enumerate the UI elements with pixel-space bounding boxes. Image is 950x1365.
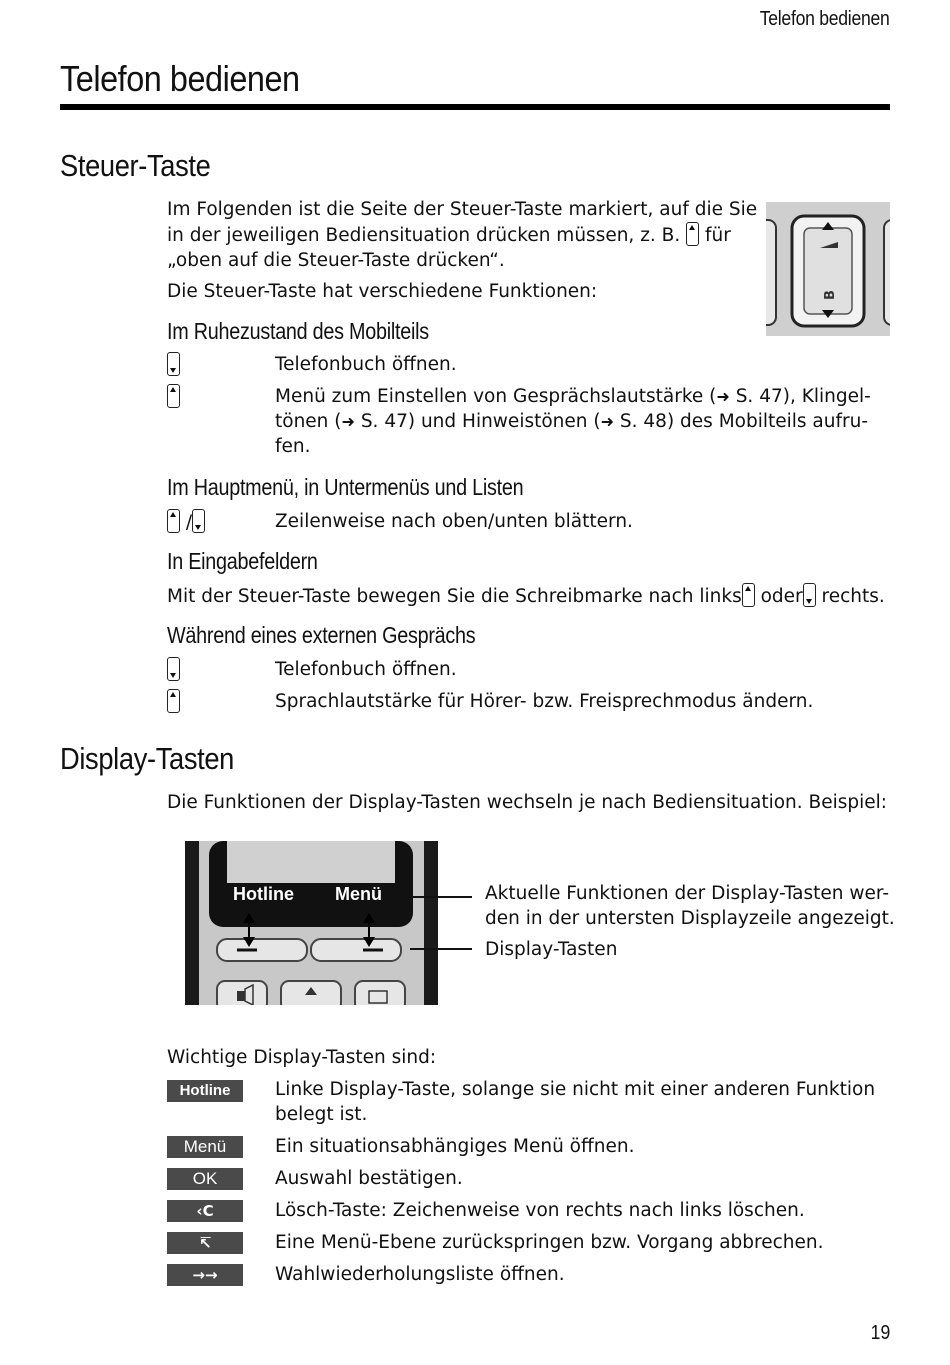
page-ref: S. 48) des Mobilteils aufru- <box>619 411 869 432</box>
arrow-right-icon: ➜ <box>716 387 730 406</box>
back-key-icon: ↸ <box>167 1232 243 1254</box>
volume-line-3: fen. <box>275 436 311 457</box>
callout-line-2: den in der untersten Displayzeile angezeigt. <box>485 908 895 929</box>
page-title: Telefon bedienen <box>60 58 300 99</box>
def-icon-up <box>167 384 180 408</box>
ok-badge: OK <box>167 1168 243 1190</box>
def-icon-down <box>167 657 180 681</box>
control-key-up-icon <box>686 222 699 246</box>
hotline-line-2: belegt ist. <box>275 1104 368 1125</box>
page-number: 19 <box>870 1322 890 1344</box>
redial-key-icon: →→ <box>167 1264 243 1286</box>
def-icon-up-down <box>167 509 205 535</box>
slash-separator: / <box>185 512 193 533</box>
intro-line-3: „oben auf die Steuer-Taste drücken“. <box>167 250 505 271</box>
cursor-text-c: rechts. <box>821 586 885 607</box>
arrow-right-icon: ➜ <box>600 412 615 431</box>
svg-text:B: B <box>823 290 838 300</box>
def-text-menu: Ein situationsabhängiges Menü öffnen. <box>275 1136 635 1157</box>
hotline-badge: Hotline <box>167 1080 243 1102</box>
def-icon-up <box>167 689 180 713</box>
badge-redial <box>167 1264 243 1286</box>
display-keys-intro: Die Funktionen der Display-Tasten wechseln je nach Bediensituation. Beispiel: <box>167 792 888 813</box>
cursor-text-b: oder <box>760 586 803 607</box>
def-text-ok: Auswahl bestätigen. <box>275 1168 463 1189</box>
def-text-hotline <box>275 1077 895 1127</box>
control-key-down-icon <box>192 509 205 533</box>
def-text-delete: Lösch-Taste: Zeichenweise von rechts nach links löschen. <box>275 1200 805 1221</box>
phone-left-softkey-label: Hotline <box>233 884 294 904</box>
callout-line-display <box>402 896 472 898</box>
intro-paragraph <box>167 197 757 273</box>
badge-ok <box>167 1168 243 1190</box>
menu-badge: Menü <box>167 1136 243 1158</box>
control-key-down-icon <box>167 657 180 681</box>
control-key-image <box>766 202 890 336</box>
delete-key-icon: ‹C <box>167 1200 243 1222</box>
callout-display-text <box>485 881 905 931</box>
volume-line-2-text: tönen ( <box>275 411 342 432</box>
control-key-right-icon <box>803 583 816 607</box>
control-key-down-icon <box>167 352 180 376</box>
def-text-scroll: Zeilenweise nach oben/unten blättern. <box>275 511 633 532</box>
page-ref: S. 47) und Hinweistönen ( <box>360 411 601 432</box>
running-head: Telefon bedienen <box>760 8 890 30</box>
page-ref: S. 47), Klingel- <box>735 386 871 407</box>
arrow-right-icon: ➜ <box>341 412 355 431</box>
control-key-up-icon <box>167 689 180 713</box>
def-text-redial: Wahlwiederholungsliste öffnen. <box>275 1264 565 1285</box>
badge-back <box>167 1232 243 1254</box>
intro-line-1: Im Folgenden ist die Seite der Steuer-Taste markiert, auf die Sie <box>167 199 758 220</box>
hotline-line-1: Linke Display-Taste, solange sie nicht mit einer anderen Funktion <box>275 1079 876 1100</box>
def-icon-down <box>167 352 180 376</box>
volume-line-2 <box>275 409 895 434</box>
intro-line-2-text: in der jeweiligen Bediensituation drücken müssen, z. B. <box>167 225 681 246</box>
intro-line-2-suffix: für <box>705 225 731 246</box>
def-text-speech-volume: Sprachlautstärke für Hörer- bzw. Freisprechmodus ändern. <box>275 691 814 712</box>
control-key-left-icon <box>742 583 755 607</box>
phone-body-illustration <box>185 841 438 1005</box>
volume-line-1 <box>275 384 895 409</box>
badge-delete <box>167 1200 243 1222</box>
def-text-phonebook-call: Telefonbuch öffnen. <box>275 659 457 680</box>
callout-line-keys <box>410 948 472 950</box>
intro-line-2 <box>167 222 757 248</box>
phone-right-softkey-label: Menü <box>335 884 382 904</box>
control-key-illustration <box>766 202 890 336</box>
def-text-phonebook: Telefonbuch öffnen. <box>275 354 457 375</box>
subheading-eingabefelder: In Eingabefeldern <box>167 548 318 574</box>
subheading-externes-gespraech: Während eines externen Gesprächs <box>167 622 476 648</box>
phone-illustration <box>185 841 438 1005</box>
subheading-hauptmenue: Im Hauptmenü, in Untermenüs und Listen <box>167 474 524 500</box>
callout-keys-text: Display-Tasten <box>485 939 618 960</box>
def-text-back: Eine Menü-Ebene zurückspringen bzw. Vorgang abbrechen. <box>275 1232 824 1253</box>
section-heading-display-tasten: Display-Tasten <box>60 741 234 776</box>
volume-line-1-text: Menü zum Einstellen von Gesprächslautstärke ( <box>275 386 717 407</box>
functions-line: Die Steuer-Taste hat verschiedene Funktionen: <box>167 281 598 302</box>
subheading-ruhezustand: Im Ruhezustand des Mobilteils <box>167 318 429 344</box>
control-key-up-icon <box>167 509 180 533</box>
control-key-up-icon <box>167 384 180 408</box>
callout-line-1: Aktuelle Funktionen der Display-Tasten wer- <box>485 883 890 904</box>
important-keys-label: Wichtige Display-Tasten sind: <box>167 1047 437 1068</box>
def-text-volume-menu <box>275 384 895 459</box>
title-rule <box>60 104 890 110</box>
badge-hotline <box>167 1080 243 1102</box>
cursor-text-a: Mit der Steuer-Taste bewegen Sie die Schreibmarke nach links <box>167 586 742 607</box>
section-heading-steuer-taste: Steuer-Taste <box>60 148 211 183</box>
badge-menu <box>167 1136 243 1158</box>
cursor-movement-text <box>167 583 885 609</box>
